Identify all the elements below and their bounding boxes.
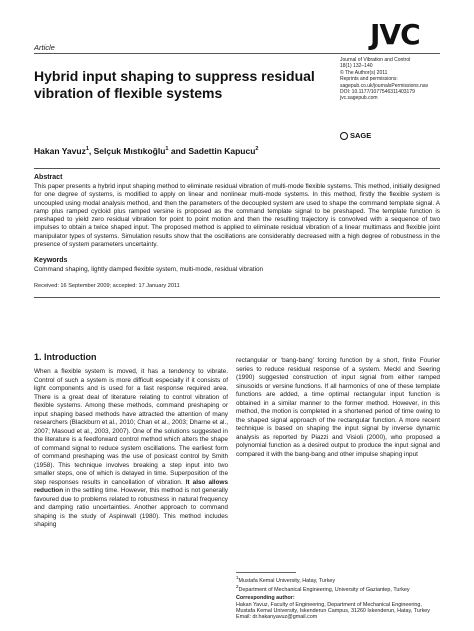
author-name: Selçuk Mıstıkoğlu	[93, 146, 166, 156]
body-text: rectangular or ‘bang-bang’ forcing function by a short, finite Fourier series to reduce residual response of a system. Meckl and Seering (1990) suggested construction of input signal from either ramped sinusoids or versine functions. If all harmonics of one of these template functions are added, a time optimal rectangular input function is obtained in a similar manner to the former method. However, in this method, the motion is completed in a shortened period of time owing to the shaped signal approach of the rectangular function. A more recent technique is based on shaping the input signal by inverse dynamic analysis as reported by Piazzi and Visioli (2000), who proposed a polynomial function as a desired output to produce the input signal and compared it with the bang-bang and other impulse shaping input	[236, 357, 440, 458]
abstract-top-rule	[34, 168, 440, 169]
author-name: Hakan Yavuz	[34, 146, 86, 156]
affiliation-1: $^1$Mustafa Kemal University, Hatay, Turkey	[236, 574, 336, 584]
journal-volume: 18(1) 132–140	[340, 63, 373, 70]
publisher-name: SAGE	[350, 131, 372, 140]
article-title: Hybrid input shaping to suppress residual vibration of flexible systems	[34, 68, 315, 101]
abstract-bottom-rule	[34, 297, 440, 298]
section-heading-introduction: 1. Introduction	[34, 352, 97, 362]
sage-circle-icon	[340, 132, 348, 140]
permissions-link[interactable]: sagepub.co.uk/journalsPermissions.nav	[340, 82, 429, 89]
corresponding-author-address: Hakan Yavuz, Faculty of Engineering, Department of Mechanical Engineering, Mustafa Kemal University, Iskenderun Campus, 31260 Iskenderun, Hatay, Turkey	[236, 601, 430, 614]
footnote-block	[236, 572, 440, 621]
author-affil: 1	[165, 146, 169, 153]
keywords-text: Command shaping, lightly damped flexible system, multi-mode, residual vibration	[34, 266, 264, 274]
body-bold-text: It also allows reduction	[34, 478, 228, 494]
body-column-right	[236, 357, 440, 459]
journal-url[interactable]: jvc.sagepub.com	[340, 95, 378, 102]
footnote-rule	[236, 572, 296, 573]
copyright-line: © The Author(s) 2011	[340, 69, 388, 76]
journal-logo: JVC	[370, 18, 420, 51]
keywords-heading: Keywords	[34, 257, 68, 265]
author-list: Hakan Yavuz$^1$, Selçuk Mıstıkoğlu$^1$ and Sadettin Kapucu$^2$	[34, 146, 259, 156]
abstract-text: This paper presents a hybrid input shaping method to eliminate residual vibration of multi-mode flexible systems. This method, initially designed for one degree of systems, is modified to apply on linear and nonlinear multi-mode systems. In this method, firstly the flexible system is uncoupled using modal analysis method, and then the parameters of the decoupled system are used to shape the command template signal. A ramp plus ramped cycloid plus ramped versine is proposed as the command template signal to be preshaped. The template function is preshaped to yield zero residual vibration for point to point motion and then the resulting trajectory is convolved with a sequence of two impulses to obtain a twice shaped input. The proposed method is applied to eliminate residual vibration of a linear multimass and flexible joint manipulator types of systems. Simulation results show that the oscillations are considerably decreased with a high degree of robustness in the presence of system parameters uncertainty.	[34, 183, 440, 249]
body-text: in the settling time. However, this method is not generally favoured due to problems related to robustness in natural frequency and damping ratio uncertainties. Another approach to command shaping is the study of Aspinwall (1980). This method includes shaping	[34, 487, 228, 528]
corresponding-author-heading: Corresponding author:	[236, 595, 295, 602]
author-conjunction: and	[170, 146, 186, 156]
author-affil: 1	[85, 146, 89, 153]
abstract-section	[34, 168, 440, 298]
received-dates: Received: 16 September 2009; accepted: 17 January 2011	[34, 283, 180, 290]
body-text: When a flexible system is moved, it has a tendency to vibrate. Control of such a system is more difficult especially if it consists of light components and is used for a fast response required area. There is a great deal of literature relating to control vibration of flexible systems. Among these methods, command preshaping or input shaping based methods have attracted the attention of many researchers (Blackburn et al., 2010; Chan et al., 2003; Dharne et al., 2007; Masoud et al., 2003, 2007). One of the solutions suggested in the literature is a feedforward control method which alters the shape of command signal to reduce system oscillations. The earliest form of command preshaping was the use of posicast control by Smith (1958). This technique involves breaking a step input into two smaller steps, one of which is delayed in time. Superposition of the step responses results in cancellation of vibration.	[34, 368, 228, 486]
affiliation-2: $^2$Department of Mechanical Engineering, University of Gaziantep, Turkey	[236, 583, 410, 593]
author-affil: 2	[255, 146, 259, 153]
abstract-heading: Abstract	[34, 174, 63, 181]
header-rule	[34, 53, 440, 54]
body-column-left	[34, 368, 228, 530]
journal-name: Journal of Vibration and Control	[340, 57, 411, 63]
author-name: Sadettin Kapucu	[188, 146, 256, 156]
article-type-label: Article	[34, 43, 55, 52]
reprints-line: Reprints and permissions:	[340, 76, 398, 83]
corresponding-author-email[interactable]: Email: dr.hakanyavuz@gmail.com	[236, 614, 318, 621]
doi-line[interactable]: DOI: 10.1177/1077546311403179	[340, 89, 415, 96]
publisher-logo	[340, 131, 371, 140]
journal-info	[340, 57, 450, 102]
